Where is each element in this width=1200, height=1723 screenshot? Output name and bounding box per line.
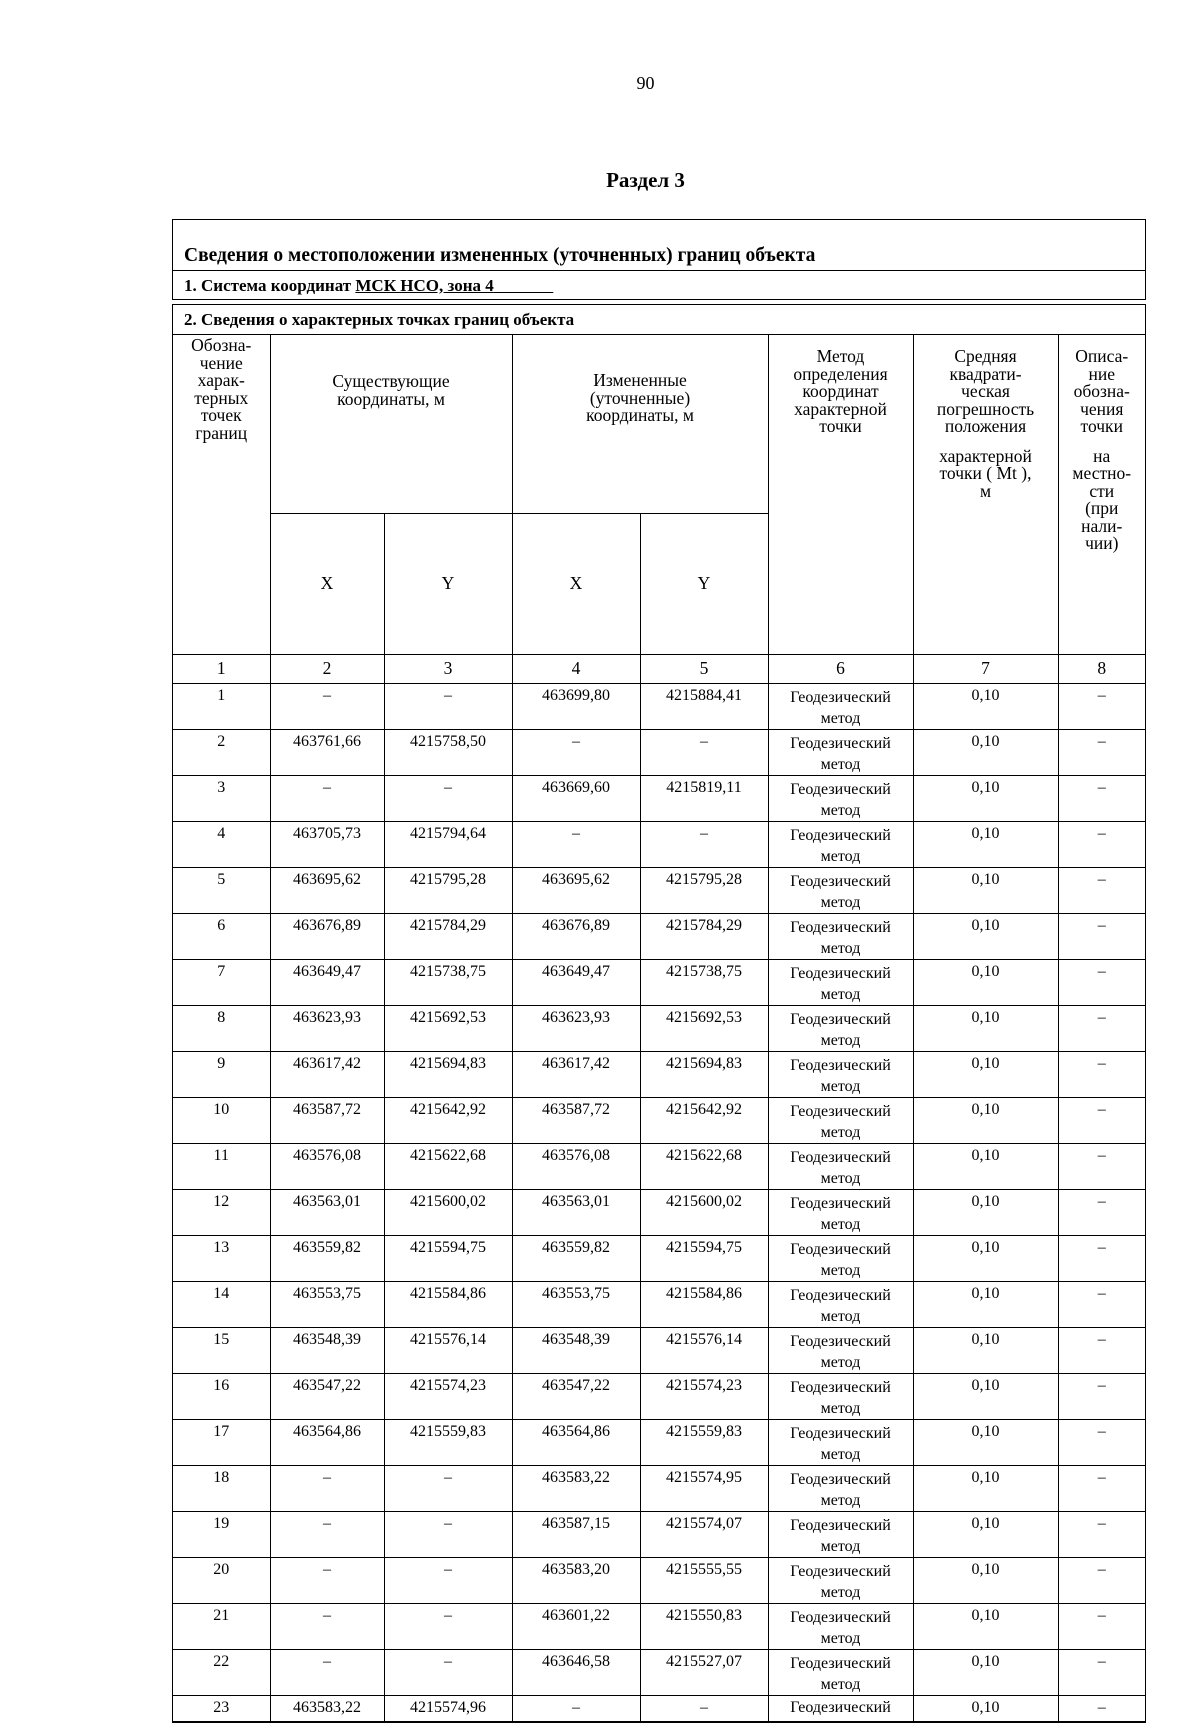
changed-y-cell: 4215884,41 — [640, 684, 768, 730]
method-cell: Геодезический метод — [768, 1190, 913, 1236]
changed-x-cell: 463695,62 — [512, 868, 640, 914]
changed-y-cell: 4215819,11 — [640, 776, 768, 822]
changed-x-cell: 463547,22 — [512, 1374, 640, 1420]
existing-x-cell: 463564,86 — [270, 1420, 384, 1466]
method-cell: Геодезический метод — [768, 1144, 913, 1190]
point-number-cell: 19 — [173, 1512, 270, 1558]
existing-x-cell: 463676,89 — [270, 914, 384, 960]
header-existing-x: X — [270, 514, 384, 655]
existing-y-cell: 4215576,14 — [384, 1328, 512, 1374]
method-cell: Геодезический метод — [768, 684, 913, 730]
table-row — [173, 1650, 1145, 1696]
accuracy-mt-cell: 0,10 — [913, 914, 1058, 960]
table-row — [173, 1696, 1145, 1722]
description-cell: – — [1058, 1328, 1145, 1374]
description-cell: – — [1058, 1374, 1145, 1420]
boundary-info-block — [172, 219, 1146, 300]
changed-y-cell: 4215642,92 — [640, 1098, 768, 1144]
table-row — [173, 1512, 1145, 1558]
existing-y-cell: – — [384, 684, 512, 730]
header-accuracy: Средняя квадрати- ческая погрешность положения характерной точки ( Mt ), м — [913, 335, 1058, 655]
table-row — [173, 1604, 1145, 1650]
existing-x-cell: 463587,72 — [270, 1098, 384, 1144]
accuracy-mt-cell: 0,10 — [913, 776, 1058, 822]
column-number: 6 — [768, 655, 913, 684]
accuracy-mt-cell: 0,10 — [913, 684, 1058, 730]
existing-y-cell: 4215559,83 — [384, 1420, 512, 1466]
accuracy-mt-cell: 0,10 — [913, 1420, 1058, 1466]
table-row — [173, 1374, 1145, 1420]
coordinate-system-value: МСК НСО, зона 4 — [355, 276, 494, 295]
description-cell: – — [1058, 684, 1145, 730]
description-cell: – — [1058, 776, 1145, 822]
table-row — [173, 1006, 1145, 1052]
changed-y-cell: 4215584,86 — [640, 1282, 768, 1328]
changed-x-cell: 463583,22 — [512, 1466, 640, 1512]
header-changed-y: Y — [640, 514, 768, 655]
existing-y-cell: – — [384, 1466, 512, 1512]
changed-y-cell: 4215559,83 — [640, 1420, 768, 1466]
existing-x-cell: – — [270, 1512, 384, 1558]
changed-y-cell: 4215622,68 — [640, 1144, 768, 1190]
changed-x-cell: – — [512, 730, 640, 776]
existing-y-cell: 4215600,02 — [384, 1190, 512, 1236]
description-cell: – — [1058, 1052, 1145, 1098]
column-number: 2 — [270, 655, 384, 684]
accuracy-mt-cell: 0,10 — [913, 1282, 1058, 1328]
changed-x-cell: 463583,20 — [512, 1558, 640, 1604]
method-cell: Геодезический метод — [768, 914, 913, 960]
accuracy-mt-cell: 0,10 — [913, 1328, 1058, 1374]
existing-y-cell: 4215694,83 — [384, 1052, 512, 1098]
changed-x-cell: 463669,60 — [512, 776, 640, 822]
changed-y-cell: 4215555,55 — [640, 1558, 768, 1604]
existing-x-cell: 463548,39 — [270, 1328, 384, 1374]
accuracy-mt-cell: 0,10 — [913, 868, 1058, 914]
method-cell: Геодезический метод — [768, 960, 913, 1006]
existing-x-cell: – — [270, 776, 384, 822]
existing-x-cell: 463617,42 — [270, 1052, 384, 1098]
point-number-cell: 13 — [173, 1236, 270, 1282]
table-row — [173, 684, 1145, 730]
accuracy-mt-cell: 0,10 — [913, 1696, 1058, 1722]
changed-x-cell: 463564,86 — [512, 1420, 640, 1466]
point-number-cell: 22 — [173, 1650, 270, 1696]
method-cell: Геодезический метод — [768, 1374, 913, 1420]
point-number-cell: 2 — [173, 730, 270, 776]
method-cell: Геодезический метод — [768, 730, 913, 776]
point-number-cell: 11 — [173, 1144, 270, 1190]
method-cell: Геодезический метод — [768, 1512, 913, 1558]
method-cell: Геодезический метод — [768, 1052, 913, 1098]
changed-x-cell: 463617,42 — [512, 1052, 640, 1098]
method-cell: Геодезический метод — [768, 1282, 913, 1328]
changed-x-cell: 463587,15 — [512, 1512, 640, 1558]
method-cell: Геодезический метод — [768, 1604, 913, 1650]
method-cell: Геодезический метод — [768, 868, 913, 914]
changed-y-cell: 4215550,83 — [640, 1604, 768, 1650]
accuracy-mt-cell: 0,10 — [913, 960, 1058, 1006]
description-cell: – — [1058, 822, 1145, 868]
changed-y-cell: 4215594,75 — [640, 1236, 768, 1282]
method-cell: Геодезический метод — [768, 776, 913, 822]
header-point-designation: Обозна- чение харак- терных точек границ — [173, 335, 270, 655]
existing-y-cell: 4215758,50 — [384, 730, 512, 776]
changed-x-cell: – — [512, 822, 640, 868]
existing-x-cell: 463563,01 — [270, 1190, 384, 1236]
column-number: 8 — [1058, 655, 1145, 684]
point-number-cell: 12 — [173, 1190, 270, 1236]
existing-x-cell: – — [270, 1558, 384, 1604]
point-number-cell: 14 — [173, 1282, 270, 1328]
changed-x-cell: 463649,47 — [512, 960, 640, 1006]
points-block — [172, 304, 1146, 1723]
header-description: Описа- ние обозна- чения точки на местно- сти (при нали- чии) — [1058, 335, 1145, 655]
point-number-cell: 17 — [173, 1420, 270, 1466]
method-cell: Геодезический метод — [768, 1650, 913, 1696]
changed-x-cell: 463548,39 — [512, 1328, 640, 1374]
point-number-cell: 9 — [173, 1052, 270, 1098]
existing-y-cell: 4215794,64 — [384, 822, 512, 868]
accuracy-mt-cell: 0,10 — [913, 1006, 1058, 1052]
accuracy-mt-cell: 0,10 — [913, 822, 1058, 868]
changed-y-cell: 4215694,83 — [640, 1052, 768, 1098]
changed-x-cell: 463646,58 — [512, 1650, 640, 1696]
description-cell: – — [1058, 730, 1145, 776]
description-cell: – — [1058, 1098, 1145, 1144]
point-number-cell: 7 — [173, 960, 270, 1006]
point-number-cell: 20 — [173, 1558, 270, 1604]
method-cell: Геодезический метод — [768, 1006, 913, 1052]
existing-x-cell: 463623,93 — [270, 1006, 384, 1052]
column-number: 1 — [173, 655, 270, 684]
changed-x-cell: 463601,22 — [512, 1604, 640, 1650]
description-cell: – — [1058, 1558, 1145, 1604]
section-title: Раздел 3 — [606, 168, 685, 192]
header-existing-y: Y — [384, 514, 512, 655]
accuracy-mt-cell: 0,10 — [913, 1466, 1058, 1512]
description-cell: – — [1058, 1144, 1145, 1190]
method-cell: Геодезический метод — [768, 1328, 913, 1374]
existing-x-cell: – — [270, 1650, 384, 1696]
existing-y-cell: 4215574,96 — [384, 1696, 512, 1722]
existing-y-cell: 4215738,75 — [384, 960, 512, 1006]
method-cell: Геодезический метод — [768, 822, 913, 868]
existing-y-cell: 4215574,23 — [384, 1374, 512, 1420]
existing-x-cell: 463553,75 — [270, 1282, 384, 1328]
point-number-cell: 10 — [173, 1098, 270, 1144]
table-row — [173, 1558, 1145, 1604]
description-cell: – — [1058, 1696, 1145, 1722]
existing-x-cell: 463559,82 — [270, 1236, 384, 1282]
description-cell: – — [1058, 1512, 1145, 1558]
table-row — [173, 822, 1145, 868]
description-cell: – — [1058, 1282, 1145, 1328]
existing-x-cell: 463649,47 — [270, 960, 384, 1006]
changed-y-cell: – — [640, 730, 768, 776]
description-cell: – — [1058, 960, 1145, 1006]
existing-x-cell: 463576,08 — [270, 1144, 384, 1190]
column-numbers-row — [173, 655, 1145, 684]
changed-y-cell: 4215692,53 — [640, 1006, 768, 1052]
method-cell: Геодезический метод — [768, 1098, 913, 1144]
description-cell: – — [1058, 1236, 1145, 1282]
accuracy-mt-cell: 0,10 — [913, 1236, 1058, 1282]
accuracy-mt-cell: 0,10 — [913, 1558, 1058, 1604]
table-row — [173, 1144, 1145, 1190]
description-cell: – — [1058, 1650, 1145, 1696]
header-existing-coordinates: Существующие координаты, м — [270, 335, 512, 514]
accuracy-mt-cell: 0,10 — [913, 1512, 1058, 1558]
existing-x-cell: 463695,62 — [270, 868, 384, 914]
table-row — [173, 1236, 1145, 1282]
existing-y-cell: 4215594,75 — [384, 1236, 512, 1282]
changed-y-cell: 4215795,28 — [640, 868, 768, 914]
existing-x-cell: – — [270, 1466, 384, 1512]
changed-y-cell: 4215600,02 — [640, 1190, 768, 1236]
accuracy-mt-cell: 0,10 — [913, 1098, 1058, 1144]
accuracy-mt-cell: 0,10 — [913, 1144, 1058, 1190]
existing-y-cell: 4215642,92 — [384, 1098, 512, 1144]
description-cell: – — [1058, 1604, 1145, 1650]
column-number: 7 — [913, 655, 1058, 684]
accuracy-mt-cell: 0,10 — [913, 1052, 1058, 1098]
table-row — [173, 868, 1145, 914]
point-number-cell: 8 — [173, 1006, 270, 1052]
header-changed-coordinates: Измененные (уточненные) координаты, м — [512, 335, 768, 514]
point-number-cell: 21 — [173, 1604, 270, 1650]
existing-y-cell: – — [384, 776, 512, 822]
column-number: 4 — [512, 655, 640, 684]
table-row — [173, 776, 1145, 822]
changed-x-cell: 463576,08 — [512, 1144, 640, 1190]
accuracy-mt-cell: 0,10 — [913, 1190, 1058, 1236]
existing-x-cell: – — [270, 1604, 384, 1650]
existing-x-cell: 463547,22 — [270, 1374, 384, 1420]
existing-y-cell: – — [384, 1604, 512, 1650]
changed-x-cell: 463559,82 — [512, 1236, 640, 1282]
point-number-cell: 5 — [173, 868, 270, 914]
table-row — [173, 1052, 1145, 1098]
changed-y-cell: 4215738,75 — [640, 960, 768, 1006]
existing-x-cell: 463705,73 — [270, 822, 384, 868]
point-number-cell: 15 — [173, 1328, 270, 1374]
accuracy-mt-cell: 0,10 — [913, 1374, 1058, 1420]
existing-x-cell: 463583,22 — [270, 1696, 384, 1722]
existing-y-cell: – — [384, 1512, 512, 1558]
coordinate-system-label: 1. Система координат — [184, 276, 352, 295]
points-table — [173, 335, 1145, 1722]
changed-y-cell: – — [640, 1696, 768, 1722]
description-cell: – — [1058, 914, 1145, 960]
point-number-cell: 3 — [173, 776, 270, 822]
point-number-cell: 16 — [173, 1374, 270, 1420]
point-number-cell: 4 — [173, 822, 270, 868]
boundary-info-heading: Сведения о местоположении измененных (уточненных) границ объекта — [173, 220, 1145, 271]
changed-y-cell: 4215574,95 — [640, 1466, 768, 1512]
table-row — [173, 1328, 1145, 1374]
table-row — [173, 960, 1145, 1006]
accuracy-mt-cell: 0,10 — [913, 1650, 1058, 1696]
description-cell: – — [1058, 868, 1145, 914]
table-row — [173, 1098, 1145, 1144]
changed-y-cell: 4215574,23 — [640, 1374, 768, 1420]
changed-x-cell: 463563,01 — [512, 1190, 640, 1236]
points-heading: 2. Сведения о характерных точках границ объекта — [173, 305, 1145, 335]
description-cell: – — [1058, 1466, 1145, 1512]
changed-y-cell: 4215784,29 — [640, 914, 768, 960]
description-cell: – — [1058, 1190, 1145, 1236]
point-number-cell: 18 — [173, 1466, 270, 1512]
header-method: Метод определения координат характерной точки — [768, 335, 913, 655]
method-cell: Геодезический метод — [768, 1420, 913, 1466]
existing-y-cell: – — [384, 1650, 512, 1696]
method-cell: Геодезический метод — [768, 1466, 913, 1512]
changed-y-cell: 4215527,07 — [640, 1650, 768, 1696]
existing-y-cell: 4215584,86 — [384, 1282, 512, 1328]
point-number-cell: 1 — [173, 684, 270, 730]
changed-x-cell: 463553,75 — [512, 1282, 640, 1328]
accuracy-mt-cell: 0,10 — [913, 730, 1058, 776]
method-cell: Геодезический метод — [768, 1558, 913, 1604]
existing-y-cell: 4215622,68 — [384, 1144, 512, 1190]
table-row — [173, 914, 1145, 960]
table-row — [173, 1190, 1145, 1236]
column-number: 3 — [384, 655, 512, 684]
table-row — [173, 730, 1145, 776]
header-changed-x: X — [512, 514, 640, 655]
changed-x-cell: – — [512, 1696, 640, 1722]
changed-y-cell: 4215574,07 — [640, 1512, 768, 1558]
changed-x-cell: 463676,89 — [512, 914, 640, 960]
coordinate-system-line — [173, 271, 1145, 299]
existing-x-cell: – — [270, 684, 384, 730]
page-number: 90 — [636, 73, 655, 93]
existing-y-cell: 4215784,29 — [384, 914, 512, 960]
point-number-cell: 6 — [173, 914, 270, 960]
point-number-cell: 23 — [173, 1696, 270, 1722]
table-row — [173, 1420, 1145, 1466]
existing-x-cell: 463761,66 — [270, 730, 384, 776]
changed-y-cell: 4215576,14 — [640, 1328, 768, 1374]
changed-x-cell: 463587,72 — [512, 1098, 640, 1144]
existing-y-cell: – — [384, 1558, 512, 1604]
table-row — [173, 1466, 1145, 1512]
accuracy-mt-cell: 0,10 — [913, 1604, 1058, 1650]
description-cell: – — [1058, 1006, 1145, 1052]
method-cell: Геодезический метод — [768, 1236, 913, 1282]
existing-y-cell: 4215692,53 — [384, 1006, 512, 1052]
column-number: 5 — [640, 655, 768, 684]
existing-y-cell: 4215795,28 — [384, 868, 512, 914]
changed-x-cell: 463623,93 — [512, 1006, 640, 1052]
method-cell: Геодезический — [768, 1696, 913, 1722]
table-row — [173, 1282, 1145, 1328]
changed-y-cell: – — [640, 822, 768, 868]
description-cell: – — [1058, 1420, 1145, 1466]
changed-x-cell: 463699,80 — [512, 684, 640, 730]
